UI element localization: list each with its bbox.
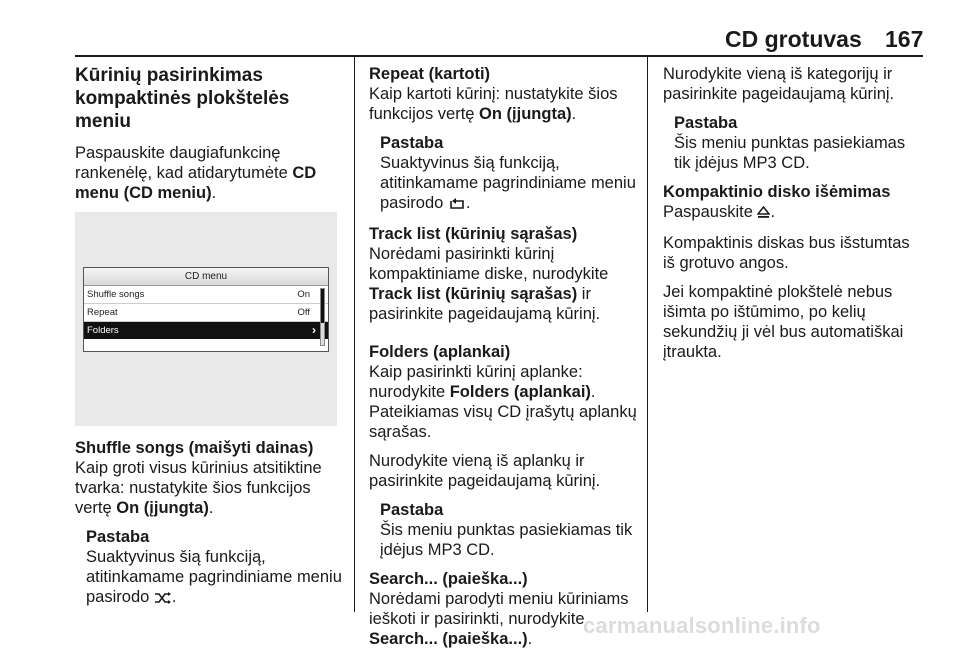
cd-menu-illustration (75, 212, 337, 426)
watermark: carmanualsonline.info (583, 613, 821, 638)
menu-row-folders: Folders › (84, 322, 328, 339)
folders-paragraph-2: Nurodykite vieną iš aplankų ir pasirinkite pageidaujamą kūrinį. (369, 452, 601, 490)
search-heading: Search... (paieška...) (369, 570, 528, 588)
folders-paragraph: Kaip pasirinkti kūrinį aplanke: nurodykite Folders (aplankai). Pateikiamas visų CD įrašytų aplankų sąrašas. (369, 363, 637, 441)
note: Pastaba Šis meniu punktas pasiekiamas tik įdėjus MP3 CD. (674, 114, 906, 172)
header-rule (75, 55, 923, 57)
shuffle-heading: Shuffle songs (maišyti dainas) (75, 439, 314, 457)
category-paragraph: Nurodykite vieną iš kategorijų ir pasirinkite pageidaujamą kūrinį. (663, 65, 895, 103)
note: Pastaba Suaktyvinus šią funkciją, atitinkamame pagrindiniame meniu pasirodo . (369, 133, 639, 215)
screen-title: CD menu (84, 268, 328, 286)
eject-paragraph: Paspauskite . (663, 202, 925, 224)
column-divider (647, 57, 648, 612)
menu-row-repeat: Repeat Off (84, 304, 328, 322)
eject-icon (757, 204, 770, 224)
shuffle-icon (154, 589, 172, 609)
track-list-paragraph: Norėdami pasirinkti kūrinį kompaktiniame diske, nurodykite Track list (kūrinių sąrašas) ir pasirinkite pageidaujamą kūrinį. (369, 245, 609, 323)
search-paragraph: Norėdami parodyti meniu kūriniams ieškoti ir pasirinkti, nurodykite Search... (paieška...). (369, 590, 629, 648)
note: Pastaba Suaktyvinus šią funkciją, atitinkamame pagrindiniame meniu pasirodo . (75, 527, 343, 609)
chevron-right-icon: › (312, 323, 316, 337)
page-number: 167 (885, 26, 924, 52)
eject-paragraph-2: Kompaktinis diskas bus išstumtas iš grotuvo angos. (663, 234, 910, 272)
menu-scrollbar (320, 288, 325, 346)
intro-paragraph: Paspauskite daugiafunkcinę rankenėlę, kad atidarytumėte CD menu (CD meniu). (75, 144, 317, 202)
column-3 (663, 64, 925, 371)
repeat-paragraph: Kaip kartoti kūrinį: nustatykite šios funkcijos vertę On (įjungta). (369, 85, 618, 123)
shuffle-paragraph: Kaip groti visus kūrinius atsitiktine tvarka: nustatykite šios funkcijos vertę On (įjungta). (75, 459, 322, 517)
section-heading: Kūrinių pasirinkimas kompaktinės plokštelės meniu (75, 65, 290, 132)
column-divider (354, 57, 355, 612)
eject-heading: Kompaktinio disko išėmimas (663, 183, 891, 201)
column-1 (75, 64, 343, 618)
menu-row-shuffle: Shuffle songs On (84, 286, 328, 304)
page-title: CD grotuvas (725, 26, 862, 52)
repeat-icon (448, 195, 466, 215)
eject-paragraph-3: Jei kompaktinė plokštelė nebus išimta po ištūmimo, po kelių sekundžių ji vėl bus automatiškai įtraukta. (663, 283, 904, 361)
note: Pastaba Šis meniu punktas pasiekiamas tik įdėjus MP3 CD. (380, 501, 633, 559)
repeat-heading: Repeat (kartoti) (369, 65, 491, 83)
folders-heading: Folders (aplankai) (369, 343, 511, 361)
column-2 (369, 64, 639, 658)
track-list-heading: Track list (kūrinių sąrašas) (369, 225, 578, 243)
cd-menu-screen (83, 267, 329, 352)
